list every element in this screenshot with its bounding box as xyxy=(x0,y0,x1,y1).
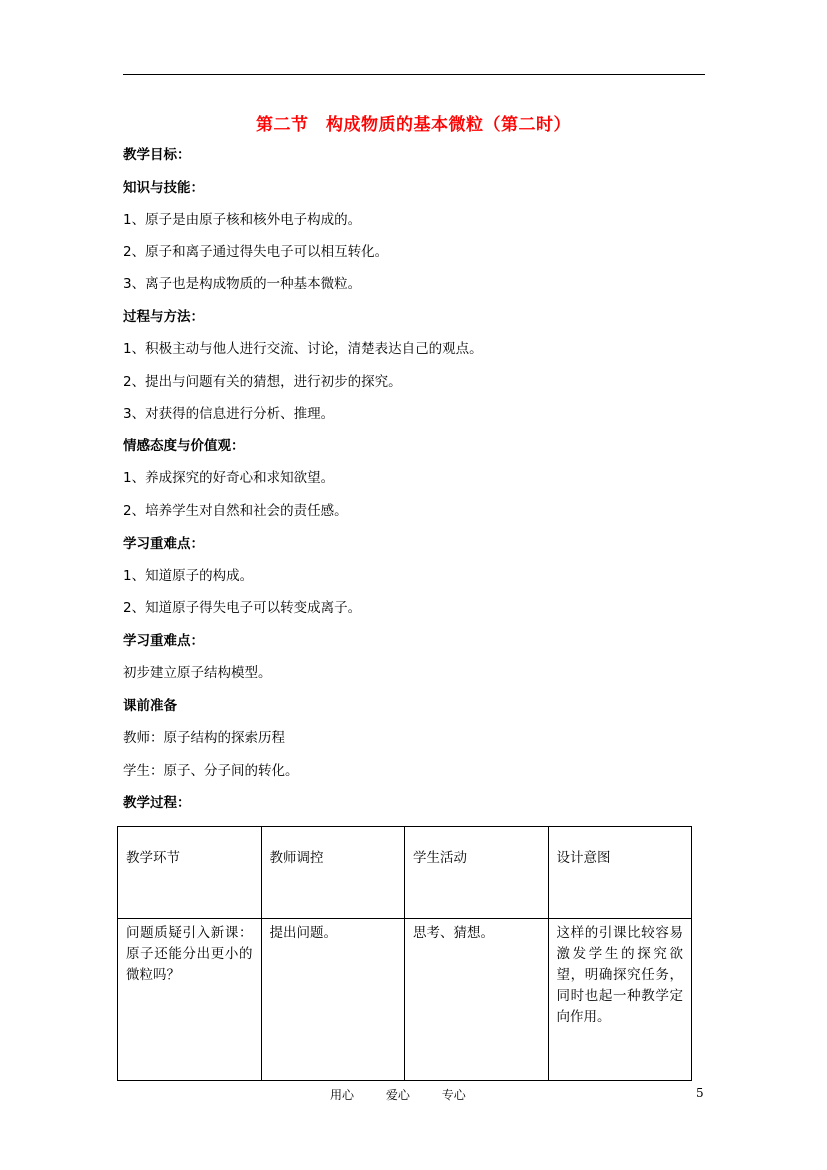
table-header-cell: 设计意图 xyxy=(548,827,692,919)
process-method-heading: 过程与方法： xyxy=(123,309,204,325)
objectives-heading: 教学目标： xyxy=(123,147,191,163)
emotion-heading: 情感态度与价值观： xyxy=(123,438,245,454)
footer-mottos xyxy=(330,1086,494,1103)
key-points-item: 2、知道原子得失电子可以转变成离子。 xyxy=(123,600,362,616)
knowledge-item: 3、离子也是构成物质的一种基本微粒。 xyxy=(123,276,362,292)
table-header-row xyxy=(118,827,692,919)
header-rule xyxy=(123,74,705,75)
emotion-item: 1、养成探究的好奇心和求知欲望。 xyxy=(123,470,335,486)
table-row xyxy=(118,919,692,1081)
teaching-process-table xyxy=(117,826,692,1081)
page-number: 5 xyxy=(696,1086,704,1100)
knowledge-item: 2、原子和离子通过得失电子可以相互转化。 xyxy=(123,244,389,260)
key-points-item: 1、知道原子的构成。 xyxy=(123,568,254,584)
preparation-item: 学生：原子、分子间的转化。 xyxy=(123,763,299,779)
table-header-cell: 教学环节 xyxy=(118,827,262,919)
footer-motto: 专心 xyxy=(441,1088,466,1102)
table-header-cell: 学生活动 xyxy=(405,827,549,919)
process-method-item: 1、积极主动与他人进行交流、讨论，清楚表达自己的观点。 xyxy=(123,341,483,357)
table-cell: 提出问题。 xyxy=(261,919,405,1081)
footer-motto: 爱心 xyxy=(385,1088,410,1102)
table-cell: 这样的引课比较容易激发学生的探究欲望，明确探究任务，同时也起一种教学定向作用。 xyxy=(548,919,692,1081)
preparation-heading: 课前准备 xyxy=(123,698,177,714)
teaching-process-heading: 教学过程： xyxy=(123,795,191,811)
process-method-item: 2、提出与问题有关的猜想，进行初步的探究。 xyxy=(123,374,402,390)
table-header-cell: 教师调控 xyxy=(261,827,405,919)
table-cell: 思考、猜想。 xyxy=(405,919,549,1081)
knowledge-item: 1、原子是由原子核和核外电子构成的。 xyxy=(123,212,362,228)
difficult-points-heading: 学习重难点： xyxy=(123,633,204,649)
page-title: 第二节 构成物质的基本微粒（第二时） xyxy=(256,115,571,135)
preparation-item: 教师：原子结构的探索历程 xyxy=(123,730,285,746)
table-cell: 问题质疑引入新课：原子还能分出更小的微粒吗？ xyxy=(118,919,262,1081)
key-points-heading: 学习重难点： xyxy=(123,536,204,552)
difficult-points-item: 初步建立原子结构模型。 xyxy=(123,665,272,681)
process-method-item: 3、对获得的信息进行分析、推理。 xyxy=(123,406,335,422)
emotion-item: 2、培养学生对自然和社会的责任感。 xyxy=(123,503,348,519)
knowledge-heading: 知识与技能： xyxy=(123,180,204,196)
footer-motto: 用心 xyxy=(330,1088,355,1102)
